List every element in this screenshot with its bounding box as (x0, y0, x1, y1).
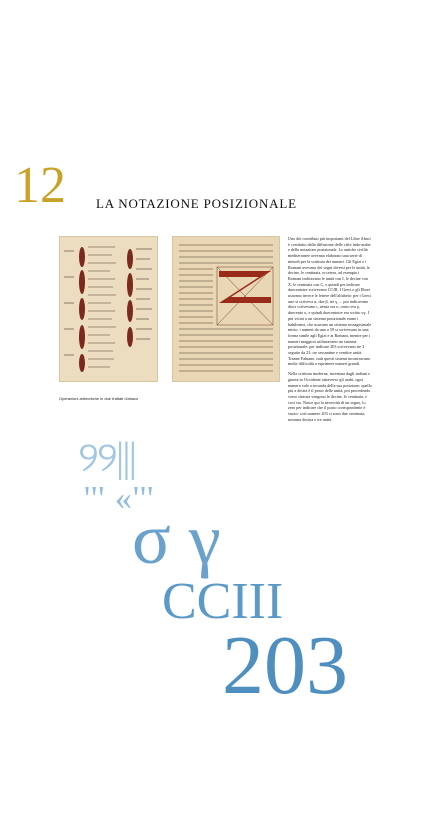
body-paragraph-1: Uno dei contributi più importanti del Liber Abaci è costituito dalla diffusione delle cifre indo-arabe e della notazione posizionale. Le antiche civiltà mediterranee avevano elaborato una serie di metodi per la scrittura dei numeri. Gli Egizi e i Romani avevano dei segni diversi per le unità, le decine, le centinaia, eccetera, ad esempio i Romani indicavano le unità con I, le decine con X, le centinaia con C, e quindi per indicare duecentotre scrivevano CCIII. I Greci e gli Ebrei usavano invece le lettere dell'alfabeto: per i Greci uno si scriveva α, due β, tre γ, ... poi indicavano dieci scrivevano ι, trenta era κ, cento era ρ, duecento σ, e quindi duecentotre era scritto σγ. I più vicini a un sistema posizionale erano i babilonesi, che usavano un sistema sessagesimale misto: i numeri da uno a 59 si scrivevano in una forma simile agli Egizi e ai Romani, mentre per i numeri maggiori utilizzavano un sistema posizionale: per indicare 203 scrivevano tre 3 seguito da 23: tre sessantine e ventitre unità. Tranne Fabiano, tutti questi sistemi incontravano molte difficoltà a esprimere numeri grandi. (288, 236, 372, 367)
chapter-title: LA NOTAZIONE POSIZIONALE (96, 196, 297, 211)
egyptian-numeral: ୨୨||| (78, 435, 136, 481)
manuscript-table-drawing (173, 237, 279, 381)
babylonian-numeral: ''' «''' (84, 480, 155, 517)
roman-numeral: CCIII (162, 573, 284, 630)
figure-caption: Operazioni aritmetiche in due trattati d'abaco (59, 396, 139, 401)
body-paragraph-2: Nella scrittura moderna, inventata dagli indiani e giunta in Occidente attraverso gli arabi, ogni numero vale a seconda della sua posizione; quello più a destra è il posto delle unità, poi procedendo verso sinistra vengono le decine, le centinaia, e così via. Nasce qui la necessità di un segno, lo zero per indicare che il posto corrispondente è vuoto: così numero 203 ci sono due centinaia, nessuna decina e tre unità. (288, 371, 372, 422)
arabic-numeral: 203 (222, 619, 348, 712)
chapter-number: 12 (14, 157, 66, 214)
manuscript-image-left (59, 236, 158, 382)
body-text (288, 236, 372, 427)
manuscript-image-right (172, 236, 280, 382)
greek-numeral: σ γ (132, 499, 221, 579)
manuscript-column-drawing (60, 237, 157, 381)
